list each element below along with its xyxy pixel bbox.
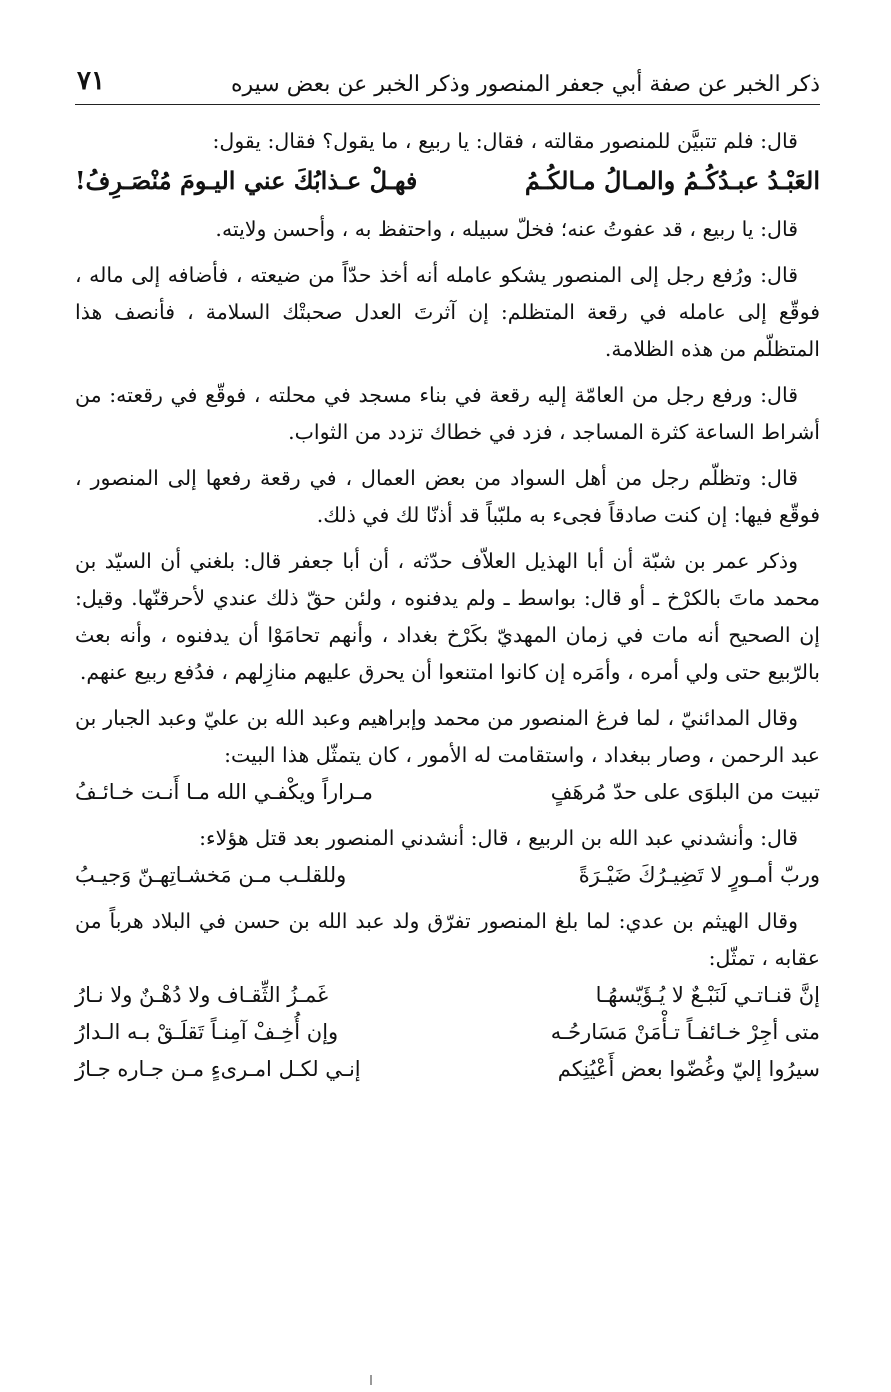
verse-3-first-hemistich: وربّ أمـورٍ لا تَضِيـرُكَ ضَيْـرَةً	[578, 863, 820, 887]
verse-6-first-hemistich: سيرُوا إليّ وغُضّوا بعض أَعْيُنِكم	[557, 1057, 820, 1081]
verse-3	[75, 857, 820, 894]
verse-5-first-hemistich: متى أجِرْ خـائفـاً تـأْمَنْ مَسَارحُـه	[550, 1020, 820, 1044]
running-header	[75, 62, 820, 102]
paragraph-5: قال: وتظلّم رجل من أهل السواد من بعض العمال ، في رقعة رفعها إلى المنصور ، فوقّع فيها: إن كنت صادقاً فجىء به ملبّباً قد أذنّا لك في ذلك.	[75, 466, 820, 527]
verse-1-first-hemistich: العَبْـدُ عبـدُكُـمُ والمـالُ مـالكُـمُ	[524, 166, 820, 195]
paragraph-2: قال: يا ربيع ، قد عفوتُ عنه؛ فخلّ سبيله ، واحتفظ به ، وأحسن ولايته.	[215, 217, 798, 241]
paragraph-3: قال: ورُفع رجل إلى المنصور يشكو عامله أنه أخذ حدّاً من ضيعته ، فأضافه إلى ماله ، فوقّع إلى عامله في رقعة المتظلم: إن آثرتَ العدل صحبتْك السلامة ، فأنصف هذا المتظلّم من هذه الظلامة.	[75, 263, 820, 361]
verse-1	[75, 160, 820, 202]
book-page	[75, 62, 820, 1088]
verse-2	[75, 774, 820, 811]
verse-6	[75, 1051, 820, 1088]
verse-4-first-hemistich: إنَّ قنـاتـي لَنَبْـعٌ لا يُـؤَيّسهُـا	[595, 983, 820, 1007]
verse-4	[75, 977, 820, 1014]
verse-3-second-hemistich: وللقلـب مـن مَخشـاتِهـنّ وَجيـبُ	[75, 863, 347, 887]
verse-2-first-hemistich: تبيت من البلوَى على حدّ مُرهَفٍ	[550, 780, 820, 804]
paragraph-8: قال: وأنشدني عبد الله بن الربيع ، قال: أنشدني المنصور بعد قتل هؤلاء:	[199, 826, 798, 850]
running-title: ذكر الخبر عن صفة أبي جعفر المنصور وذكر الخبر عن بعض سيره	[230, 72, 820, 97]
verse-6-second-hemistich: إنـي لكـل امـرىءٍ مـن جـاره جـارُ	[75, 1057, 361, 1081]
paragraph-1: قال: فلم تتبيَّن للمنصور مقالته ، فقال: يا ربيع ، ما يقول؟ فقال: يقول:	[212, 129, 798, 153]
page-number: ٧١	[77, 66, 105, 96]
paragraph-4: قال: ورفع رجل من العامّة إليه رقعة في بناء مسجد في محلته ، فوقّع في رقعته: من أشراط الساعة كثرة المساجد ، فزد في خطاك تزدد من الثواب.	[75, 383, 820, 444]
paragraph-9: وقال الهيثم بن عدي: لما بلغ المنصور تفرّق ولد عبد الله بن حسن في البلاد هرباً من عقابه ، تمثّل:	[75, 909, 820, 970]
paragraph-6: وذكر عمر بن شبّة أن أبا الهذيل العلاّف حدّثه ، أن أبا جعفر قال: بلغني أن السيّد بن محمد ماتَ بالكرْخ ـ أو قال: بواسط ـ ولم يدفنوه ، ولئن حقّ ذلك عندي لأحرقنّها. وقيل: إن الصحيح أنه مات في زمان المهديّ بكَرْخ بغداد ، وأنهم تحامَوْا أن يدفنوه ، وأنه بعث بالرّبيع حتى ولي أمره ، وأمَره إن كانوا امتنعوا أن يحرق عليهم منازِلهم ، فدُفع ربيع عنهم.	[75, 549, 820, 684]
verse-2-second-hemistich: مـراراً ويكْفـي الله مـا أَنـت خـائـفُ	[75, 780, 373, 804]
verse-5-second-hemistich: وإن أُخِـفْ آمِنـاً تَقلَـقْ بـه الـدارُ	[75, 1020, 339, 1044]
verse-1-second-hemistich: فهـلْ عـذابُكَ عني اليـومَ مُنْصَـرِفُ!	[75, 166, 418, 195]
verse-4-second-hemistich: غَمـزُ الثِّقـاف ولا دُهْـنٌ ولا نـارُ	[75, 983, 329, 1007]
verse-5	[75, 1014, 820, 1051]
paragraph-7: وقال المدائنيّ ، لما فرغ المنصور من محمد وإبراهيم وعبد الله بن عليّ وعبد الجبار بن عبد الرحمن ، وصار ببغداد ، واستقامت له الأمور ، كان يتمثّل هذا البيت:	[75, 706, 820, 767]
page-bottom-mark	[370, 1375, 372, 1385]
